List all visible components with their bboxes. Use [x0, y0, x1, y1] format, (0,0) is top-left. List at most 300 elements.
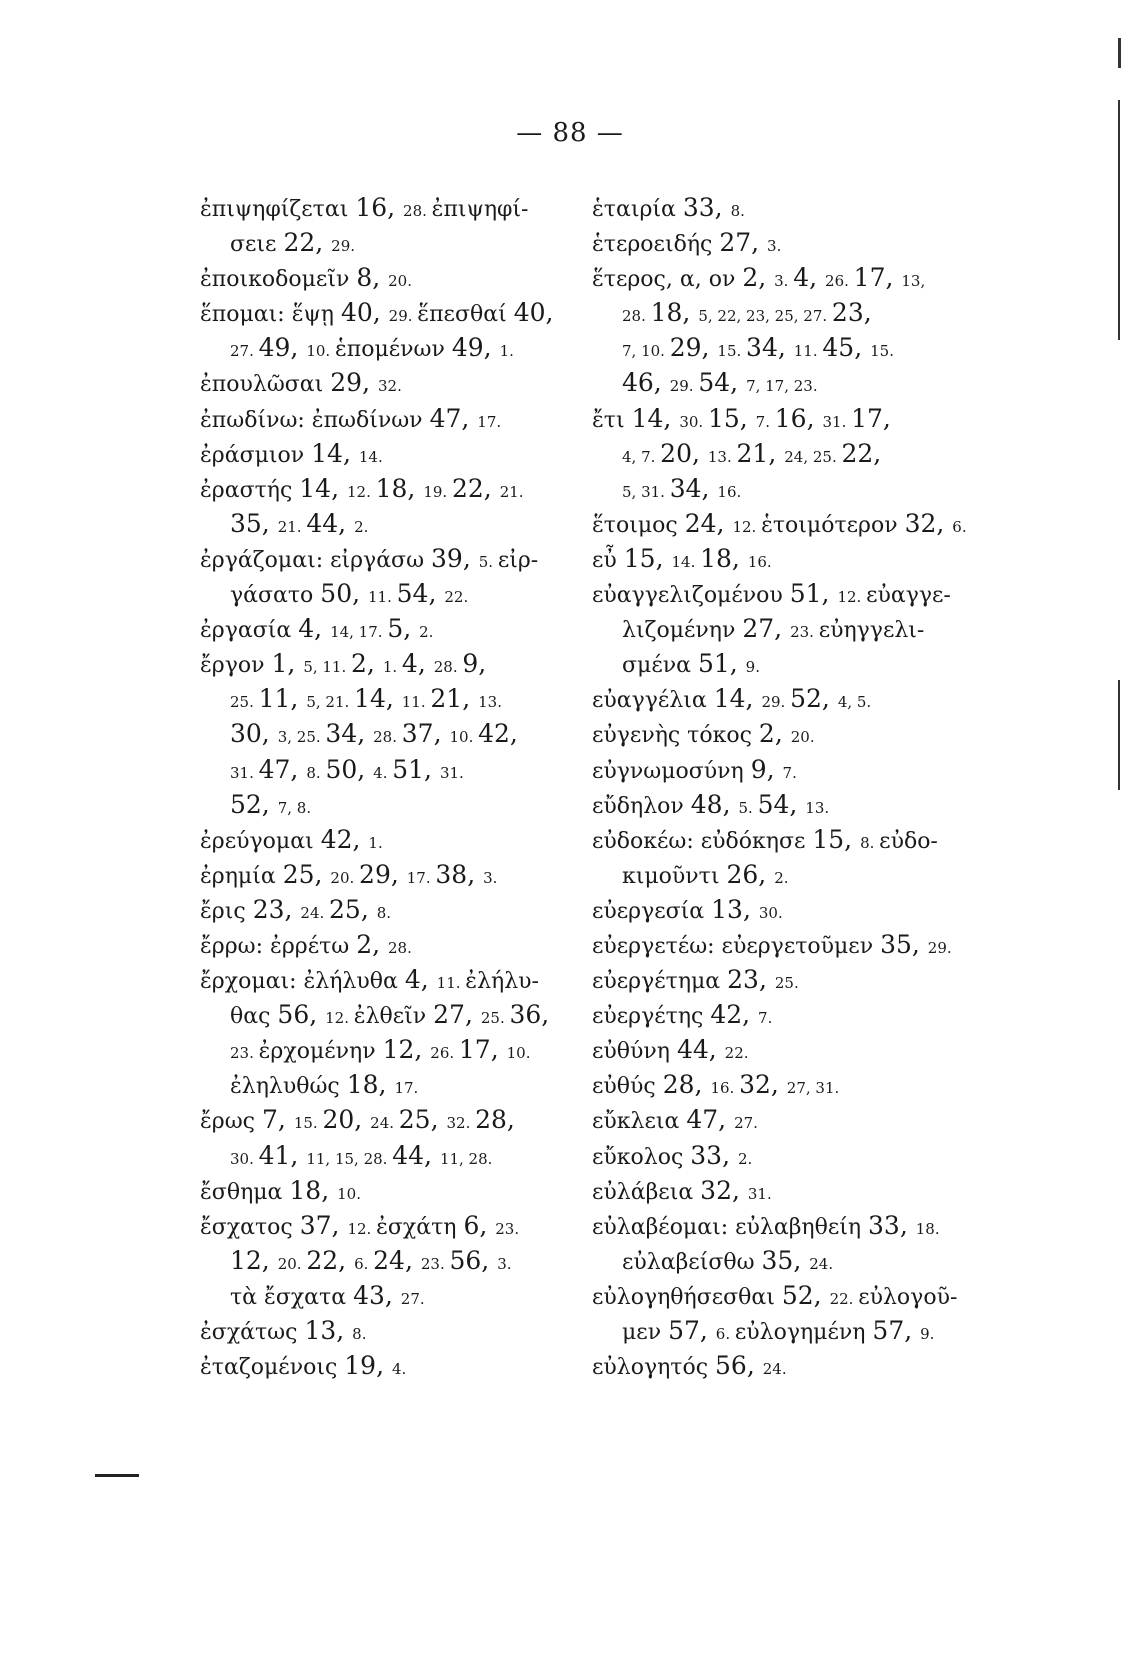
index-line-ref: 8.	[376, 903, 392, 922]
index-line-ref: 7, 10.	[622, 342, 670, 361]
index-page-ref: 18,	[650, 298, 699, 328]
index-page-ref: 20,	[322, 1105, 371, 1135]
index-line-ref: 3.	[767, 237, 782, 256]
index-page-ref: 47,	[686, 1105, 735, 1135]
index-line	[200, 576, 580, 611]
index-line-ref: 29.	[388, 307, 418, 326]
index-line-ref: 5.	[738, 798, 758, 817]
index-term: εὐεργέτης	[592, 1004, 711, 1030]
index-term: γάσατο	[230, 583, 321, 609]
index-page-ref: 13,	[304, 1316, 353, 1345]
index-line	[200, 716, 580, 751]
index-term: ἑτεροειδής	[592, 232, 720, 258]
index-term: ἐπιψηφίζεται	[200, 197, 356, 222]
index-page-ref: 23,	[727, 965, 775, 995]
index-page-ref: 27,	[719, 228, 768, 258]
index-term: εὔκλεια	[592, 1109, 687, 1135]
index-term: ἐργασία	[200, 618, 299, 644]
index-term: ἔρχομαι: ἐλήλυθα	[200, 969, 405, 995]
index-term: ἐλήλυ-	[465, 969, 539, 995]
index-line-ref: 13.	[478, 693, 502, 712]
index-line-ref: 30.	[230, 1149, 259, 1168]
index-page-ref: 30,	[230, 719, 278, 749]
index-column-left	[200, 190, 580, 1383]
index-line-ref: 8.	[860, 833, 880, 852]
index-line-ref: 30.	[679, 412, 708, 431]
index-page-ref: 44,	[676, 1035, 725, 1065]
index-line	[592, 576, 952, 611]
index-page-ref: 17,	[851, 403, 891, 433]
index-line-ref: 24, 25.	[784, 447, 842, 466]
index-page-ref: 4,	[401, 649, 434, 679]
index-page-ref: 43,	[353, 1280, 401, 1310]
index-page-ref: 15,	[707, 403, 756, 433]
index-page-ref: 28,	[475, 1105, 515, 1135]
index-line-ref: 26.	[825, 272, 854, 291]
index-term: ἕτερος, α, ον	[592, 267, 743, 293]
index-line-ref: 10.	[337, 1184, 361, 1203]
index-line-ref: 20.	[277, 1254, 307, 1273]
index-page-ref: 27,	[742, 614, 791, 644]
index-line-ref: 4.	[391, 1360, 407, 1379]
scan-edge-mark	[1118, 38, 1121, 68]
index-line	[592, 787, 952, 822]
index-line-ref: 29.	[927, 938, 952, 957]
index-term: ἐρχομένην	[258, 1039, 383, 1065]
index-line	[592, 716, 952, 751]
index-page-ref: 37,	[401, 719, 450, 749]
index-line-ref: 27.	[400, 1289, 425, 1308]
index-line-ref: 7, 8.	[277, 798, 312, 817]
index-line-ref: 6.	[952, 517, 967, 536]
index-line-ref: 5.	[478, 552, 498, 571]
index-line-ref: 31.	[822, 412, 852, 431]
index-page-ref: 29,	[330, 368, 378, 398]
index-line-ref: 3, 25.	[277, 728, 326, 747]
index-term: εὐλαβέομαι: εὐλαβηθείη	[592, 1214, 869, 1240]
index-term: μεν	[622, 1320, 669, 1345]
index-page-ref: 16,	[774, 403, 823, 433]
index-page-ref: 18,	[346, 1070, 395, 1100]
index-page-ref: 25,	[282, 859, 331, 889]
index-line-ref: 23.	[495, 1219, 520, 1238]
index-term: εὐγνωμοσύνη	[592, 758, 751, 784]
index-term: εὖ	[592, 547, 624, 573]
index-line-ref: 21.	[277, 517, 307, 536]
index-page-ref: 14,	[311, 438, 359, 468]
index-term: εὐγενὴς τόκος	[592, 723, 759, 749]
index-page-ref: 54,	[757, 789, 806, 819]
index-page-ref: 28,	[662, 1070, 711, 1100]
index-term: εἰρ-	[497, 547, 539, 573]
index-line-ref: 11.	[793, 342, 823, 361]
index-line-ref: 7.	[758, 1009, 773, 1028]
index-term: λιζομένην	[622, 618, 743, 644]
index-term: ἔρως	[200, 1109, 262, 1135]
index-line	[592, 1032, 952, 1067]
index-line-ref: 19.	[423, 482, 452, 501]
index-page-ref: 2,	[356, 929, 389, 959]
index-page-ref: 54,	[698, 368, 747, 398]
index-line-ref: 12.	[347, 482, 376, 501]
index-term: ἔρις	[200, 898, 253, 924]
index-line	[592, 436, 952, 471]
index-term: εὐεργέτημα	[592, 969, 728, 995]
index-page-ref: 39,	[431, 543, 479, 573]
index-term: ἐπουλῶσαι	[200, 372, 331, 398]
index-term: ἐληλυθώς	[230, 1074, 347, 1100]
index-page-ref: 52,	[230, 789, 278, 819]
index-page-ref: 44,	[306, 508, 355, 538]
index-line-ref: 24.	[370, 1114, 399, 1133]
index-page-ref: 48,	[690, 789, 739, 819]
index-line-ref: 21.	[499, 482, 524, 501]
index-page-ref: 46,	[622, 368, 670, 398]
index-page-ref: 9,	[462, 649, 487, 679]
index-line-ref: 1.	[368, 833, 383, 852]
index-line-ref: 4, 5.	[837, 693, 872, 712]
index-page-ref: 14,	[354, 684, 402, 714]
index-page-ref: 42,	[478, 719, 518, 749]
footer-rule	[95, 1474, 139, 1477]
index-line-ref: 16.	[747, 552, 772, 571]
index-term: εὐλογητός	[592, 1355, 716, 1381]
index-line-ref: 13,	[901, 272, 926, 291]
index-term: ἐπιψηφί-	[431, 197, 529, 222]
index-term: ἑπομένων	[334, 337, 452, 363]
index-page-ref: 9,	[750, 754, 783, 784]
index-term: εὐδοκέω: εὐδόκησε	[592, 828, 813, 854]
index-page-ref: 14,	[713, 684, 762, 714]
index-line-ref: 30.	[758, 903, 783, 922]
index-page-ref: 57,	[668, 1316, 716, 1345]
index-page-ref: 20,	[660, 438, 708, 468]
index-line	[200, 1278, 580, 1313]
index-page-ref: 15,	[812, 824, 861, 854]
index-line-ref: 5, 31.	[622, 482, 670, 501]
index-line-ref: 23.	[420, 1254, 450, 1273]
index-page-ref: 38,	[435, 859, 484, 889]
index-line	[200, 1243, 580, 1278]
index-line	[200, 962, 580, 997]
index-page-ref: 29,	[359, 859, 407, 889]
index-line-ref: 11.	[436, 974, 466, 993]
index-line-ref: 27.	[230, 342, 259, 361]
index-line-ref: 7.	[755, 412, 775, 431]
index-line-ref: 17.	[406, 868, 436, 887]
index-line-ref: 3.	[483, 868, 498, 887]
index-column-right	[592, 190, 967, 1383]
index-term: εὐαγγε-	[866, 583, 951, 609]
index-page-ref: 52,	[790, 684, 838, 714]
index-term: ἐργάζομαι: εἰργάσω	[200, 547, 432, 573]
index-page-ref: 24,	[684, 508, 733, 538]
index-line-ref: 6.	[715, 1325, 735, 1343]
index-page-ref: 22,	[841, 438, 882, 468]
index-line-ref: 4.	[373, 763, 393, 782]
index-line	[200, 506, 580, 541]
index-line	[200, 260, 580, 295]
index-line-ref: 3.	[497, 1254, 512, 1273]
index-page-ref: 33,	[690, 1140, 738, 1170]
index-line	[592, 190, 952, 225]
index-line-ref: 17.	[477, 412, 502, 431]
index-page-ref: 56,	[449, 1245, 498, 1275]
index-line	[200, 857, 580, 892]
index-line-ref: 24.	[300, 903, 330, 922]
index-line	[200, 1173, 580, 1208]
index-line-ref: 11.	[368, 588, 397, 607]
index-line-ref: 10.	[506, 1044, 531, 1063]
index-line-ref: 22.	[829, 1289, 859, 1308]
index-line-ref: 32.	[446, 1114, 476, 1133]
index-page-ref: 13,	[711, 894, 759, 924]
index-line-ref: 23.	[230, 1044, 259, 1063]
index-line-ref: 20.	[388, 272, 412, 291]
index-page-ref: 34,	[746, 333, 794, 363]
index-line-ref: 23.	[790, 623, 819, 642]
index-page-ref: 2,	[742, 263, 775, 293]
index-page-ref: 4,	[298, 614, 331, 644]
index-page-ref: 21,	[430, 684, 479, 714]
index-line-ref: 12.	[325, 1009, 354, 1028]
index-page-ref: 4,	[404, 965, 437, 995]
index-term: εὐλογηθήσεσθαι	[592, 1284, 782, 1310]
index-line	[200, 1102, 580, 1137]
index-line-ref: 2.	[354, 517, 369, 536]
index-line-ref: 15.	[870, 342, 894, 361]
index-page-ref: 22,	[306, 1245, 355, 1275]
index-page-ref: 33,	[868, 1210, 916, 1240]
index-page-ref: 57,	[872, 1316, 921, 1345]
index-line-ref: 11.	[401, 693, 431, 712]
index-line	[200, 330, 580, 365]
index-term: εὔδηλον	[592, 793, 691, 819]
index-line-ref: 26.	[430, 1044, 459, 1063]
index-line-ref: 14, 17.	[330, 623, 388, 642]
index-term: ἐποικοδομεῖν	[200, 267, 357, 293]
index-line-ref: 25.	[230, 693, 259, 712]
index-line	[592, 1138, 952, 1173]
index-line-ref: 28.	[433, 658, 463, 677]
index-line	[592, 1313, 952, 1348]
index-line-ref: 2.	[774, 868, 789, 887]
index-page-ref: 21,	[736, 438, 785, 468]
index-line	[592, 927, 952, 962]
index-line	[592, 1067, 952, 1102]
index-line-ref: 29.	[331, 237, 356, 256]
index-line-ref: 7.	[782, 763, 797, 782]
index-page-ref: 15,	[623, 543, 672, 573]
index-line	[592, 295, 952, 330]
index-line	[200, 611, 580, 646]
index-term: ἕπεσθαί	[417, 302, 514, 328]
index-page-ref: 18,	[289, 1175, 338, 1205]
index-term: εὐλάβεια	[592, 1179, 701, 1205]
index-line-ref: 12.	[732, 517, 762, 536]
index-line	[200, 822, 580, 857]
index-page-ref: 47,	[258, 754, 307, 784]
index-term: ἐρημία	[200, 863, 283, 889]
index-line-ref: 5, 22, 23, 25, 27.	[698, 307, 832, 326]
index-line	[592, 401, 952, 436]
index-page-ref: 35,	[880, 929, 928, 959]
index-term: εὐλογημένη	[734, 1320, 873, 1345]
index-term: ἔργον	[200, 653, 272, 679]
index-term: ἑταιρία	[592, 197, 683, 222]
index-line-ref: 1.	[382, 658, 402, 677]
index-line-ref: 8.	[352, 1325, 367, 1343]
index-line	[592, 1208, 952, 1243]
index-line-ref: 11, 28.	[439, 1149, 493, 1168]
index-line	[200, 787, 580, 822]
index-line-ref: 16.	[710, 1079, 740, 1098]
index-line	[592, 1243, 952, 1278]
index-term: ἕπομαι: ἕψῃ	[200, 302, 341, 328]
index-line-ref: 31.	[439, 763, 464, 782]
index-line	[592, 471, 952, 506]
index-page-ref: 36,	[509, 1000, 550, 1030]
index-page-ref: 49,	[258, 333, 307, 363]
index-line	[592, 997, 952, 1032]
index-page-ref: 42,	[710, 1000, 759, 1030]
index-line-ref: 8.	[730, 202, 745, 220]
index-line-ref: 6.	[354, 1254, 374, 1273]
index-page-ref: 56,	[715, 1351, 763, 1381]
index-term: ἐσχάτη	[376, 1214, 464, 1240]
index-line-ref: 12.	[837, 588, 867, 607]
index-page-ref: 18,	[375, 473, 424, 503]
index-line	[200, 681, 580, 716]
index-page-ref: 4,	[793, 263, 826, 293]
index-page-ref: 11,	[258, 684, 307, 714]
index-line-ref: 5, 21.	[306, 693, 355, 712]
index-line-ref: 28.	[388, 938, 412, 957]
index-page-ref: 6,	[463, 1210, 496, 1240]
index-page-ref: 54,	[396, 579, 445, 609]
index-line-ref: 16.	[717, 482, 742, 501]
index-line-ref: 14.	[671, 552, 701, 571]
index-line-ref: 1.	[499, 342, 514, 361]
index-line	[200, 190, 580, 225]
index-page-ref: 14,	[299, 473, 347, 503]
index-page-ref: 17,	[458, 1035, 507, 1065]
index-line	[592, 892, 952, 927]
index-line	[200, 401, 580, 436]
index-line-ref: 14.	[358, 447, 383, 466]
index-page-ref: 24,	[373, 1245, 421, 1275]
index-line-ref: 20.	[790, 728, 815, 747]
index-term: εὐλαβείσθω	[622, 1249, 762, 1275]
index-line	[200, 225, 580, 260]
index-line	[592, 260, 952, 295]
index-line-ref: 8.	[306, 763, 326, 782]
index-page-ref: 7,	[262, 1105, 294, 1135]
index-line-ref: 25.	[480, 1009, 510, 1028]
index-line-ref: 2.	[419, 623, 434, 642]
index-term: τὰ ἔσχατα	[230, 1284, 354, 1310]
index-line	[592, 1348, 952, 1383]
index-term: εὐθύς	[592, 1074, 663, 1100]
index-line-ref: 20.	[330, 868, 360, 887]
index-page-ref: 32,	[904, 508, 953, 538]
index-page-ref: 40,	[340, 298, 389, 328]
index-term: ἔσχατος	[200, 1214, 300, 1240]
index-line	[200, 436, 580, 471]
index-line	[200, 295, 580, 330]
index-line-ref: 24.	[809, 1254, 834, 1273]
index-line-ref: 7, 17, 23.	[746, 377, 818, 396]
index-page-ref: 50,	[320, 579, 369, 609]
index-line	[592, 330, 952, 365]
index-term: ἐρεύγομαι	[200, 828, 321, 854]
index-term: ἐπωδίνω: ἐπωδίνων	[200, 407, 430, 433]
index-page-ref: 44,	[392, 1140, 440, 1170]
index-line	[200, 471, 580, 506]
index-line-ref: 32.	[377, 377, 402, 396]
index-line-ref: 10.	[306, 342, 335, 361]
index-page-ref: 51,	[697, 649, 746, 679]
index-line	[592, 822, 952, 857]
scan-edge-mark	[1118, 100, 1120, 340]
index-page-ref: 22,	[283, 228, 332, 258]
index-term: σμένα	[622, 653, 698, 679]
index-line	[200, 892, 580, 927]
index-line	[200, 646, 580, 681]
index-line-ref: 22.	[444, 588, 469, 607]
index-page-ref: 35,	[761, 1245, 810, 1275]
index-page-ref: 37,	[299, 1210, 348, 1240]
index-page-ref: 16,	[355, 193, 404, 222]
index-line	[592, 752, 952, 787]
index-line-ref: 17.	[394, 1079, 419, 1098]
index-line	[200, 1348, 580, 1383]
index-term: ἐραστής	[200, 477, 300, 503]
index-line-ref: 28.	[622, 307, 651, 326]
index-page-ref: 32,	[739, 1070, 787, 1100]
index-line	[200, 1313, 580, 1348]
index-term: ἔσθημα	[200, 1179, 290, 1205]
index-line	[592, 541, 952, 576]
index-page-ref: 23,	[252, 894, 301, 924]
index-line	[200, 927, 580, 962]
index-term: εὐεργετέω: εὐεργετοῦμεν	[592, 933, 881, 959]
index-line-ref: 27.	[734, 1114, 758, 1133]
index-page-ref: 5,	[387, 614, 420, 644]
index-line-ref: 5, 11.	[303, 658, 352, 677]
index-page-ref: 2,	[758, 719, 791, 749]
index-page-ref: 32,	[700, 1175, 748, 1205]
index-term: εὐηγγελι-	[818, 618, 925, 644]
index-page-ref: 19,	[344, 1351, 392, 1381]
index-line-ref: 10.	[449, 728, 479, 747]
index-line-ref: 29.	[761, 693, 791, 712]
index-term: ἕτοιμος	[592, 512, 685, 538]
index-line-ref: 25.	[774, 974, 799, 993]
index-line-ref: 28.	[373, 728, 402, 747]
index-term: σειε	[230, 232, 284, 258]
index-line-ref: 28.	[403, 202, 432, 220]
page-number: — 88 —	[516, 118, 624, 148]
index-term: ἐράσμιον	[200, 442, 312, 468]
index-line	[592, 646, 952, 681]
index-line-ref: 11, 15, 28.	[306, 1149, 393, 1168]
index-line	[592, 225, 952, 260]
index-line-ref: 13.	[707, 447, 737, 466]
index-page-ref: 56,	[277, 1000, 326, 1030]
index-page-ref: 27,	[433, 1000, 481, 1030]
index-line-ref: 29.	[669, 377, 699, 396]
